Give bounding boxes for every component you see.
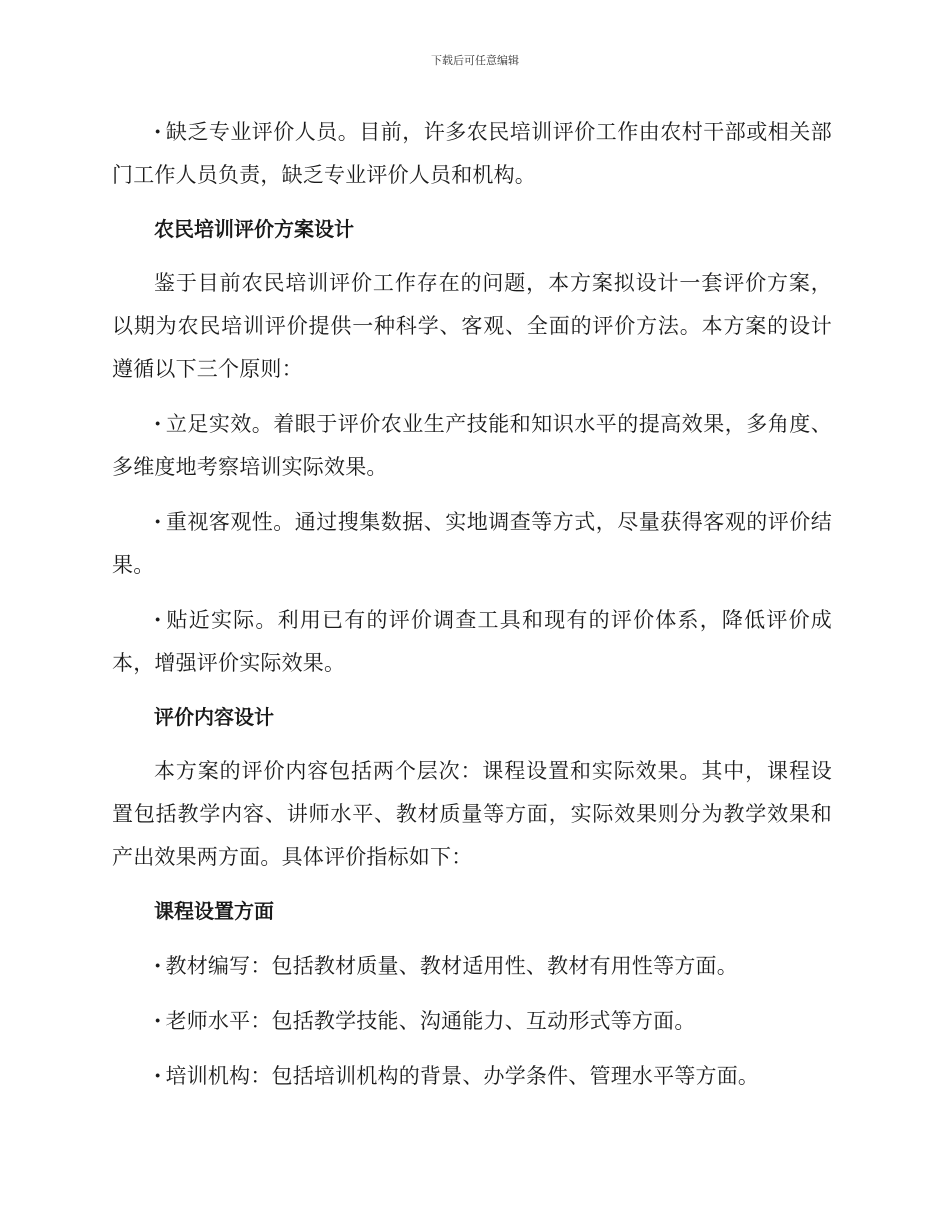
bullet-item xyxy=(112,598,832,685)
bullet-text: 培训机构：包括培训机构的背景、办学条件、管理水平等方面。 xyxy=(165,1064,760,1088)
bullet-text: 老师水平：包括教学技能、沟通能力、互动形式等方面。 xyxy=(165,1009,696,1033)
bullet-text: 立足实效。着眼于评价农业生产技能和知识水平的提高效果，多角度、多维度地考察培训实际效果。 xyxy=(112,412,832,479)
bullet-text: 缺乏专业评价人员。目前，许多农民培训评价工作由农村干部或相关部门工作人员负责，缺乏专业评价人员和机构。 xyxy=(112,120,832,187)
bullet-item xyxy=(112,1054,832,1098)
bullet-text: 教材编写：包括教材质量、教材适用性、教材有用性等方面。 xyxy=(165,954,738,978)
bullet-item xyxy=(112,402,832,489)
bullet-text: 重视客观性。通过搜集数据、实地调查等方式，尽量获得客观的评价结果。 xyxy=(112,510,832,577)
bullet-item xyxy=(112,110,832,197)
bullet-text: 贴近实际。利用已有的评价调查工具和现有的评价体系，降低评价成本，增强评价实际效果。 xyxy=(112,608,832,675)
section-heading: 农民培训评价方案设计 xyxy=(154,217,354,241)
bullet-dot: · xyxy=(154,119,162,144)
bullet-item xyxy=(112,500,832,587)
bullet-dot: · xyxy=(154,953,162,978)
paragraph: 本方案的评价内容包括两个层次：课程设置和实际效果。其中，课程设置包括教学内容、讲师水平、教材质量等方面，实际效果则分为教学效果和产出效果两方面。具体评价指标如下： xyxy=(112,759,832,869)
bullet-dot: · xyxy=(154,411,162,436)
bullet-dot: · xyxy=(154,509,162,534)
bullet-item xyxy=(112,944,832,988)
bullet-dot: · xyxy=(154,1008,162,1033)
page-header: 下载后可任意编辑 xyxy=(431,54,519,67)
section-heading: 课程设置方面 xyxy=(154,899,274,923)
section-heading: 评价内容设计 xyxy=(154,705,274,729)
bullet-dot: · xyxy=(154,607,162,632)
bullet-item xyxy=(112,999,832,1043)
paragraph: 鉴于目前农民培训评价工作存在的问题，本方案拟设计一套评价方案，以期为农民培训评价提供一种科学、客观、全面的评价方法。本方案的设计遵循以下三个原则： xyxy=(112,271,832,381)
bullet-dot: · xyxy=(154,1063,162,1088)
document-body xyxy=(112,110,832,1109)
